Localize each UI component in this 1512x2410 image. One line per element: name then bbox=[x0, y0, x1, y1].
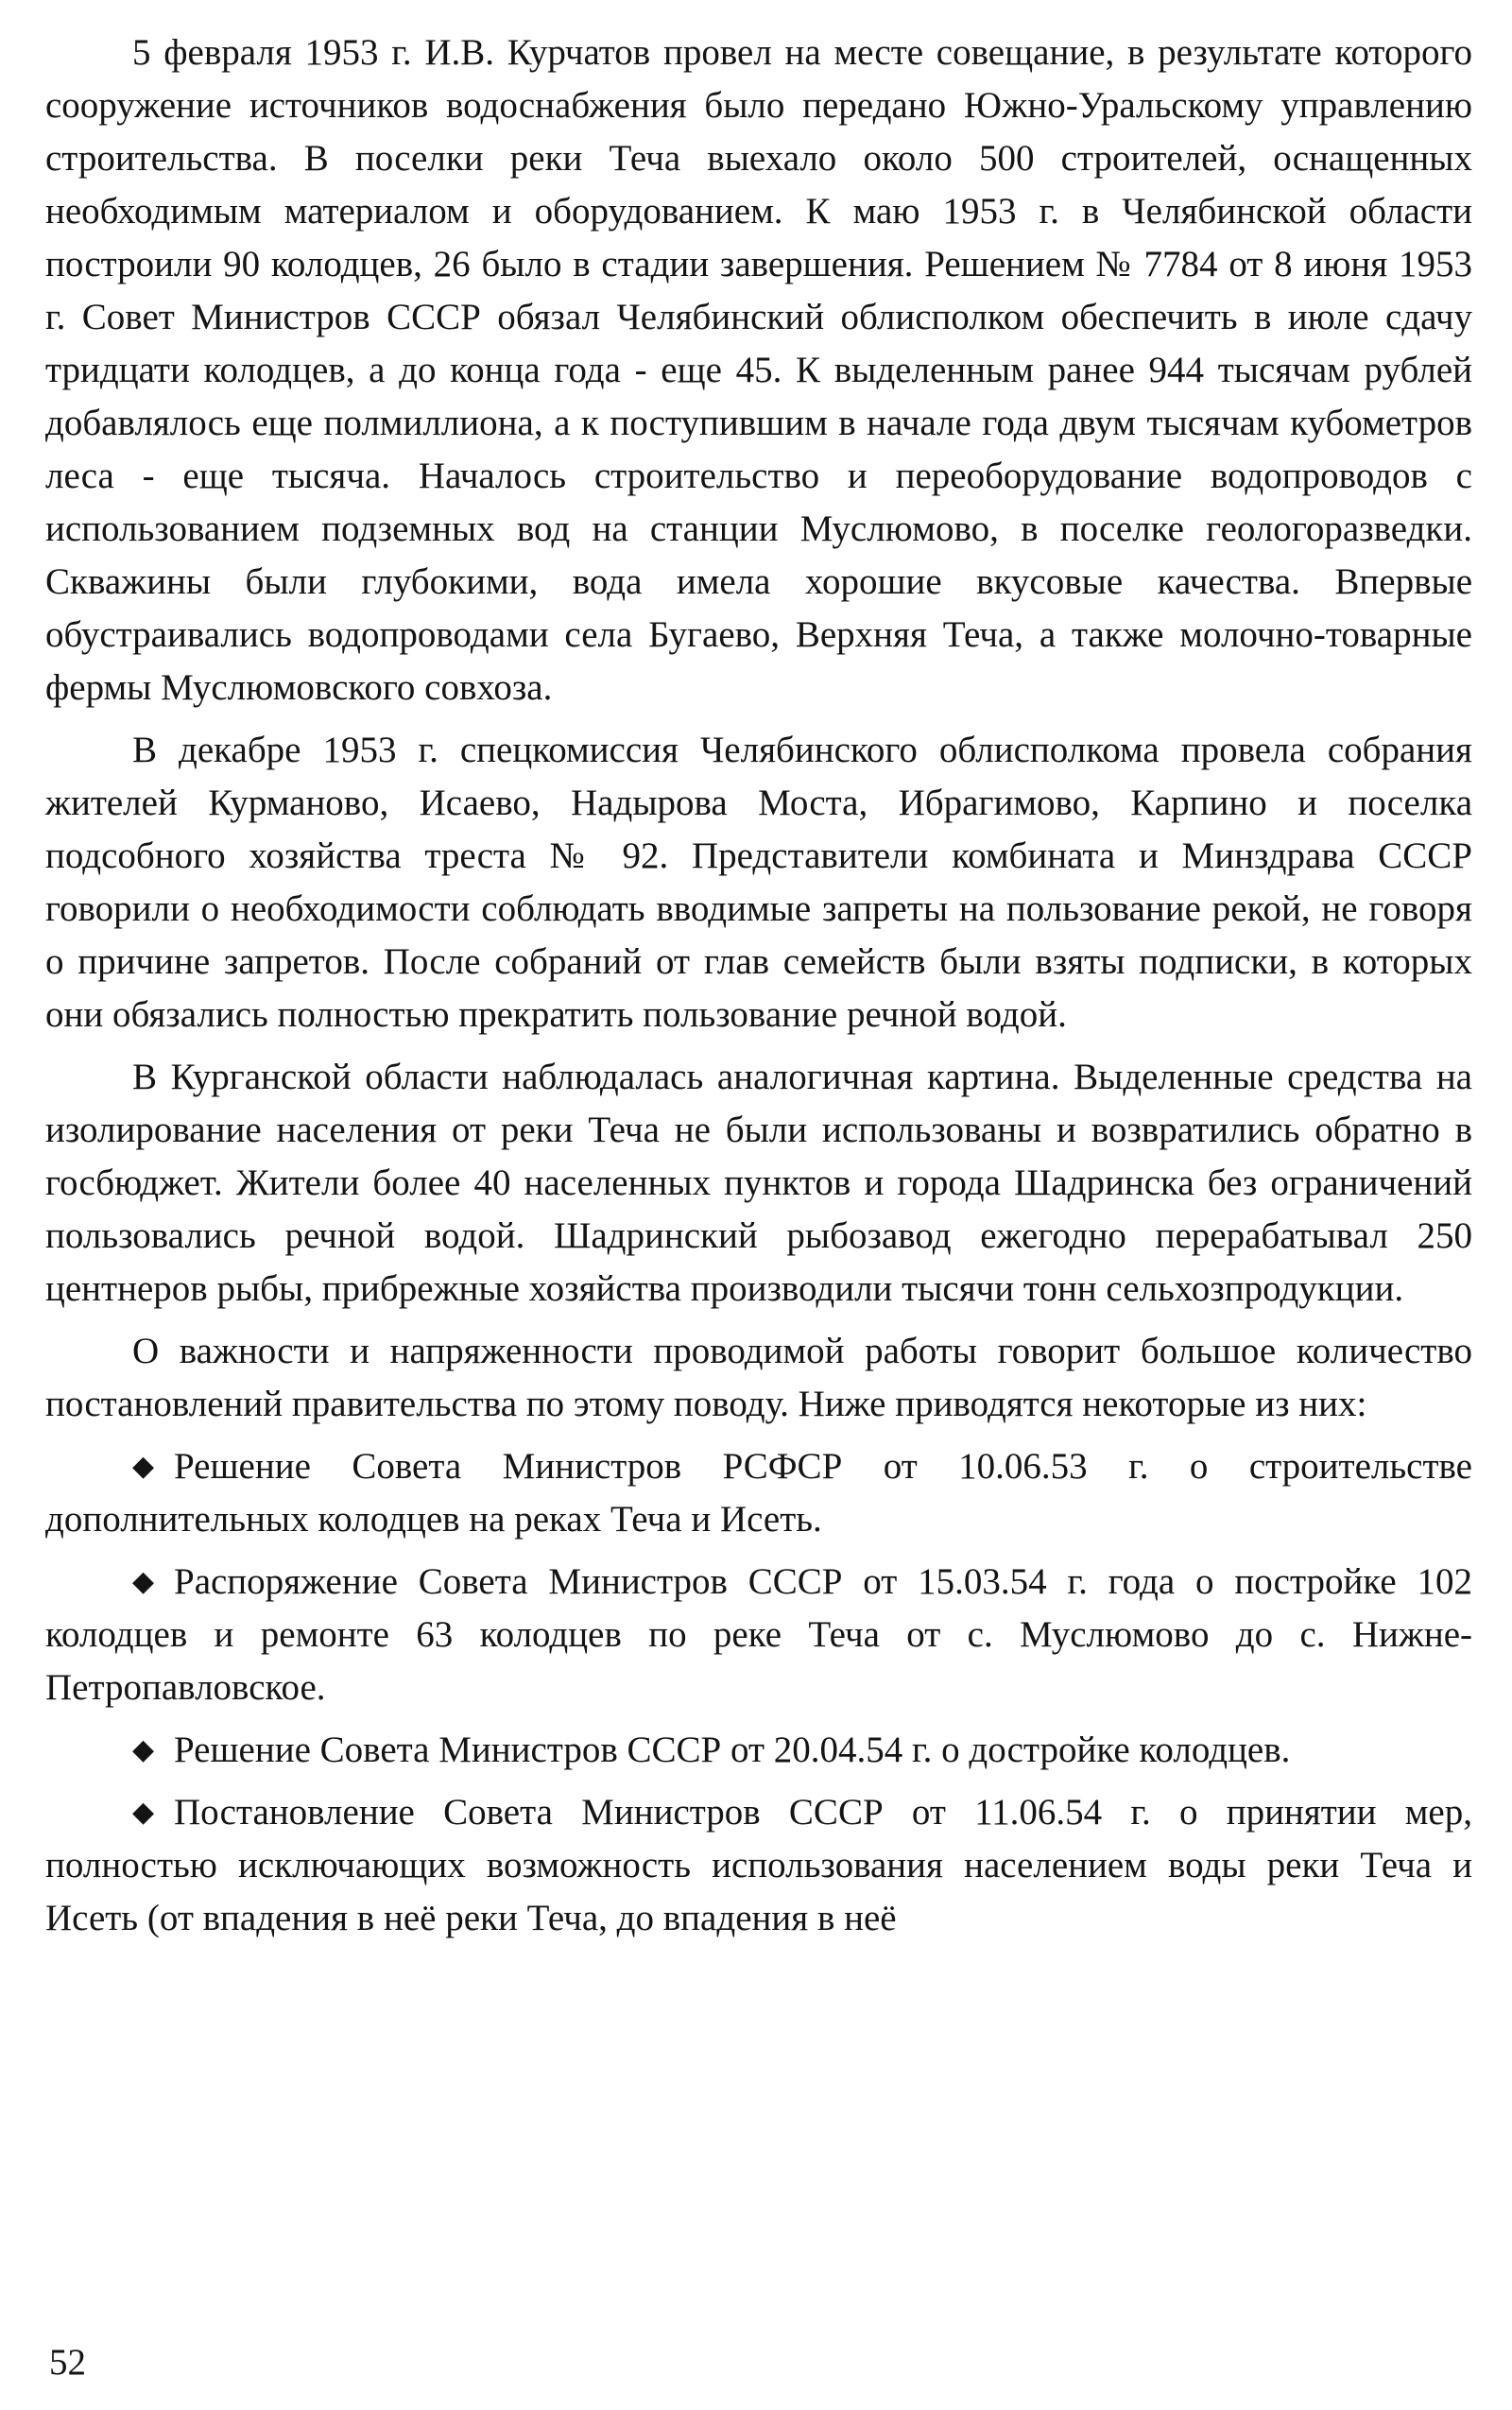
paragraph-december-1953: В декабре 1953 г. спецкомиссия Челябинского облисполкома провела собрания жителей Курманово, Исаево, Надырова Моста, Ибрагимово, Карпино и поселка подсобного хозяйства треста № 92. Представители комбината и Минздрава СССР говорили о необходимости соблюдать вводимые запреты на пользование рекой, не говоря о причине запретов. После собраний от глав семейств были взяты подписки, в которых они обязались полностью прекратить пользование речной водой. bbox=[45, 730, 1472, 1035]
diamond-bullet-icon: ◆ bbox=[132, 1734, 155, 1765]
list-item-text: Распоряжение Совета Министров СССР от 15.03.54 г. года о постройке 102 колодцев и ремонте 63 колодцев по реке Теча от с. Муслюмово до с. Нижне-Петропавловское. bbox=[45, 1561, 1472, 1708]
paragraph-kurgan-region: В Курганской области наблюдалась аналогичная картина. Выделенные средства на изолирование населения от реки Теча не были использованы и возвратились обратно в госбюджет. Жители более 40 населенных пунктов и города Шадринска без ограничений пользовались речной водой. Шадринский рыбозавод ежегодно перерабатывал 250 центнеров рыбы, прибрежные хозяйства производили тысячи тонн сельхозпродукции. bbox=[45, 1057, 1472, 1309]
list-item bbox=[45, 1556, 1472, 1714]
list-item bbox=[45, 1440, 1472, 1546]
list-item-text: Решение Совета Министров СССР от 20.04.54 г. о достройке колодцев. bbox=[174, 1730, 1291, 1770]
page-number: 52 bbox=[49, 2342, 86, 2383]
list-item bbox=[45, 1724, 1472, 1777]
diamond-bullet-icon: ◆ bbox=[132, 1451, 155, 1482]
list-item-text: Решение Совета Министров РСФСР от 10.06.53 г. о строительстве дополнительных колодцев на реках Теча и Исеть. bbox=[45, 1446, 1472, 1540]
paragraph-kurchatov-meeting: 5 февраля 1953 г. И.В. Курчатов провел на месте совещание, в результате которого сооружение источников водоснабжения было передано Южно-Уральскому управлению строительства. В поселки реки Теча выехало около 500 строителей, оснащенных необходимым материалом и оборудованием. К маю 1953 г. в Челябинской области построили 90 колодцев, 26 было в стадии завершения. Решением № 7784 от 8 июня 1953 г. Совет Министров СССР обязал Челябинский облисполком обеспечить в июле сдачу тридцати колодцев, а до конца года - еще 45. К выделенным ранее 944 тысячам рублей добавлялось еще полмиллиона, а к поступившим в начале года двум тысячам кубометров леса - еще тысяча. Началось строительство и переоборудование водопроводов с использованием подземных вод на станции Муслюмово, в поселке геологоразведки. Скважины были глубокими, вода имела хорошие вкусовые качества. Впервые обустраивались водопроводами села Бугаево, Верхняя Теча, а также молочно-товарные фермы Муслюмовского совхоза. bbox=[45, 32, 1472, 708]
list-item bbox=[45, 1786, 1472, 1945]
diamond-bullet-icon: ◆ bbox=[132, 1797, 155, 1828]
diamond-bullet-icon: ◆ bbox=[132, 1566, 155, 1597]
list-item-text: Постановление Совета Министров СССР от 11.06.54 г. о принятии мер, полностью исключающих возможность использования населением воды реки Теча и Исеть (от впадения в неё реки Теча, до впадения в неё bbox=[45, 1792, 1472, 1938]
paragraph-resolutions-intro: О важности и напряженности проводимой работы говорит большое количество постановлений правительства по этому поводу. Ниже приводятся некоторые из них: bbox=[45, 1331, 1472, 1424]
page-body-text bbox=[45, 26, 1472, 1954]
resolutions-list bbox=[45, 1440, 1472, 1945]
